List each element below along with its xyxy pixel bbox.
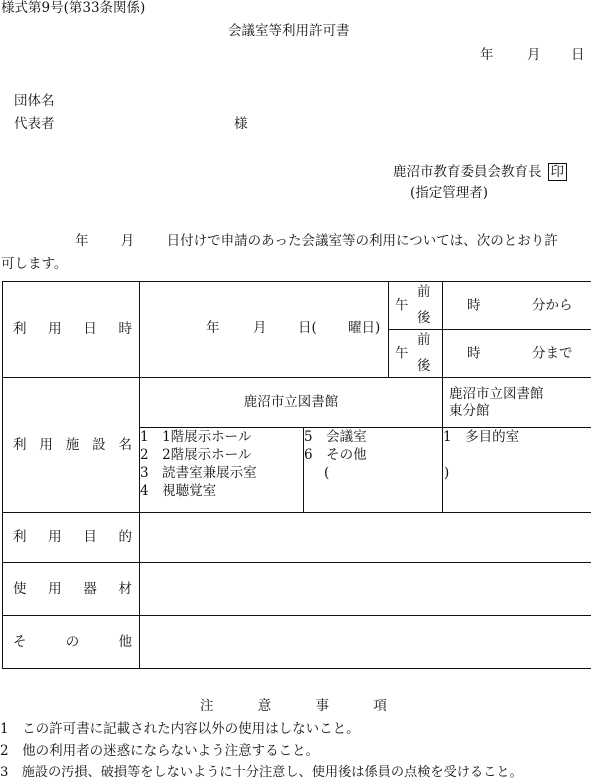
statement-line-2: 可します。 [1,256,68,272]
notes-title-char: 意 [257,698,272,714]
label-char: 使 [13,580,27,597]
ampm-pm: 後 [417,358,431,375]
start-time-field[interactable] [443,282,591,330]
library-branch-heading [443,378,591,428]
notes-title [200,698,387,715]
org-name-label: 団体名 [14,93,55,109]
date-field-year: 年 [206,319,220,336]
date-month-label: 月 [527,47,541,63]
document-title: 会議室等利用許可書 [228,23,350,39]
purpose-label [3,513,140,563]
usage-date-field[interactable] [140,282,389,378]
label-char: 器 [83,580,97,597]
ampm-start[interactable] [389,282,443,330]
date-field-day: 日( [298,319,317,336]
representative-label: 代表者 [14,116,55,132]
paren-close: ) [444,465,450,481]
equipment-label [3,563,140,616]
note-item-1: 1 この許可書に記載された内容以外の使用はしないこと。 [0,721,360,737]
ampm-go: 午 [395,345,409,362]
facility-label [3,378,140,513]
statement-month: 月 [120,233,135,249]
label-char: 利 [13,321,27,338]
label-char: 的 [118,529,132,546]
form-number: 様式第9号(第33条関係) [1,0,146,16]
start-hour-label: 時 [467,297,481,314]
label-char: 利 [13,436,27,453]
notes-title-char: 事 [315,698,330,714]
room-option[interactable]: 1 1階展示ホール [140,429,252,445]
date-field-weekday: 曜日) [348,319,381,336]
usage-datetime-label [3,282,140,378]
notes-title-char: 項 [373,698,387,714]
end-minute-label: 分まで [532,345,573,362]
room-option[interactable]: 6 その他 [304,447,367,463]
label-char: 用 [48,580,62,597]
end-time-field[interactable] [443,330,591,378]
room-option[interactable]: 4 視聴覚室 [140,483,217,499]
ampm-am: 前 [417,332,431,348]
label-char: 材 [118,580,132,597]
statement-text: 日付けで申請のあった会議室等の利用については、次のとおり許 [166,233,558,249]
ampm-go: 午 [395,297,409,314]
room-option[interactable]: 2 2階展示ホール [140,447,252,463]
label-char: 用 [39,436,53,453]
main-rooms-list-a[interactable] [140,428,304,513]
room-option[interactable]: 1 多目的室 [443,429,520,445]
label-char: 時 [118,321,132,338]
library-branch-name: 鹿沼市立図書館 [449,385,544,402]
other-label [3,616,140,669]
notes-title-char: 注 [200,698,214,714]
label-char: の [65,633,80,650]
other-field[interactable] [140,616,591,669]
honorific: 様 [234,116,248,132]
room-option[interactable]: 5 会議室 [304,429,367,445]
note-item-2: 2 他の利用者の迷惑にならないよう注意すること。 [0,743,320,759]
label-char: 用 [48,321,62,338]
ampm-pm: 後 [417,310,431,327]
label-char: そ [13,633,27,650]
date-year-label: 年 [480,47,494,63]
room-option[interactable]: 3 読書室兼展示室 [140,465,257,481]
main-rooms-list-b[interactable] [304,428,450,513]
statement-line-1 [75,233,558,250]
issuer-name: 鹿沼市教育委員会教育長 [393,164,542,180]
note-item-3: 3 施設の汚損、破損等をしないように十分注意し、使用後は係員の点検を受けること。 [0,765,523,780]
date-field-month: 月 [253,319,267,336]
label-char: 設 [92,436,106,453]
designated-manager: (指定管理者) [410,185,489,201]
label-char: 日 [83,321,97,338]
date-day-label: 日 [571,47,585,63]
seal-mark: 印 [548,163,568,181]
start-minute-label: 分から [532,297,573,314]
library-branch-subname: 東分館 [449,402,490,419]
issuer [393,163,567,181]
label-char: 名 [118,436,132,453]
ampm-end[interactable] [389,330,443,378]
label-char: 他 [118,633,132,650]
library-main-name: 鹿沼市立図書館 [243,394,339,411]
label-char: 施 [65,436,80,453]
other-room-field[interactable] [304,464,450,482]
label-char: 利 [13,529,27,546]
label-char: 目 [83,529,97,546]
label-char: 用 [48,529,62,546]
issue-date [480,47,585,65]
usage-table [2,281,591,669]
paren-open: ( [324,465,330,481]
equipment-field[interactable] [140,563,591,616]
statement-year: 年 [75,233,89,249]
end-hour-label: 時 [467,345,481,362]
library-main-heading [140,378,443,428]
ampm-am: 前 [417,284,431,300]
purpose-field[interactable] [140,513,591,563]
branch-rooms-list[interactable] [443,428,591,513]
